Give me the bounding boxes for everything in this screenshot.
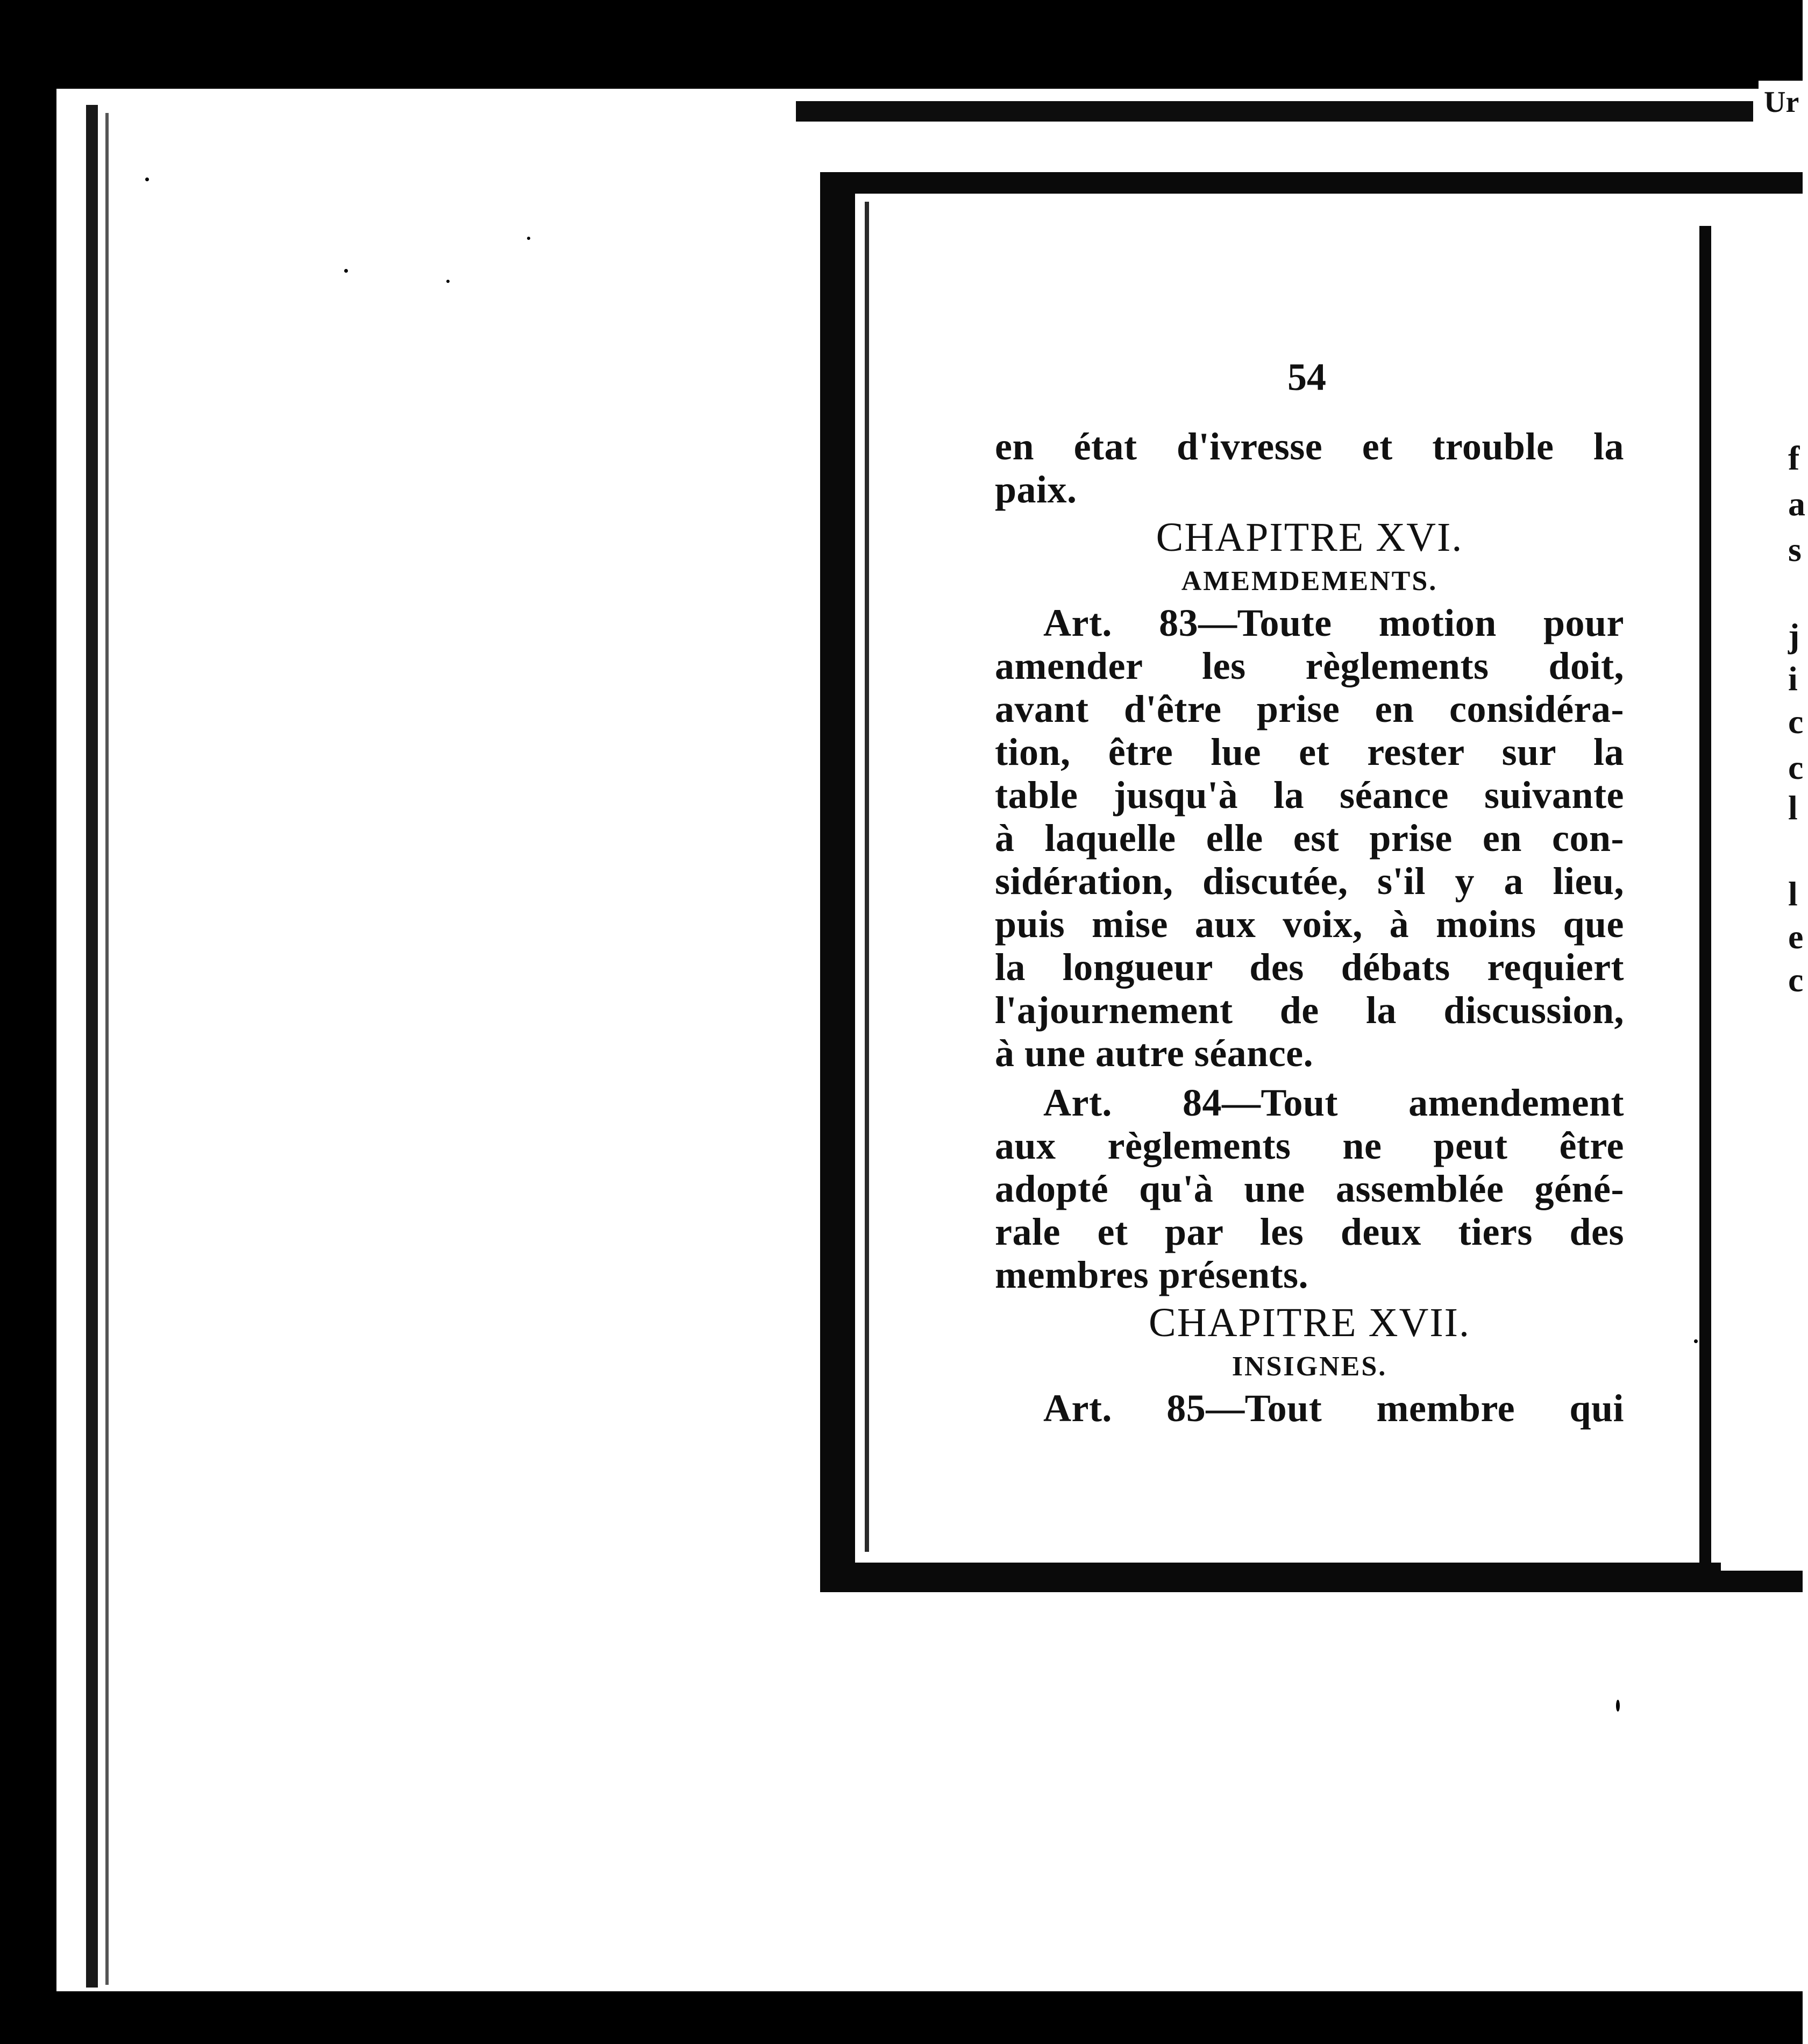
corner-label: Ur bbox=[1759, 81, 1808, 124]
facing-page-letter: c bbox=[1788, 702, 1804, 741]
facing-page-letter: j bbox=[1788, 616, 1800, 655]
section-title: AMEMDEMENTS. bbox=[1181, 566, 1438, 597]
article-line: rale et par les deux tiers des bbox=[995, 1210, 1624, 1253]
facing-page-letter: c bbox=[1788, 748, 1804, 786]
facing-page-letter: l bbox=[1788, 875, 1798, 913]
article-line: puis mise aux voix, à moins que bbox=[995, 903, 1624, 946]
scan-speck bbox=[1694, 1339, 1698, 1343]
scan-speck bbox=[446, 280, 450, 283]
article-line: l'ajournement de la discussion, bbox=[995, 989, 1624, 1032]
article-line: sidération, discutée, s'il y a lieu, bbox=[995, 860, 1624, 903]
scan-border-bottom bbox=[0, 1991, 1803, 2044]
facing-page-letter: c bbox=[1788, 961, 1804, 999]
scan-speck bbox=[527, 237, 530, 240]
article-line: Art. 84—Tout amendement bbox=[1043, 1081, 1624, 1124]
scan-speck bbox=[1616, 1700, 1620, 1712]
article-line: Art. 85—Tout membre qui bbox=[1043, 1387, 1624, 1430]
section-title: INSIGNES. bbox=[1232, 1351, 1387, 1382]
article-line: membres présents. bbox=[995, 1253, 1309, 1296]
facing-page-letter: f bbox=[1788, 439, 1800, 477]
facing-page-letter: e bbox=[1788, 918, 1804, 956]
page-number: 54 bbox=[1287, 356, 1326, 399]
scan-speck bbox=[145, 178, 149, 181]
article-line: à une autre séance. bbox=[995, 1032, 1314, 1075]
chapter-title: CHAPITRE XVI. bbox=[1156, 515, 1463, 560]
article-line: la longueur des débats requiert bbox=[995, 946, 1624, 989]
top-rule bbox=[796, 101, 1753, 122]
article-line: Art. 83—Toute motion pour bbox=[1043, 601, 1624, 644]
scan-speck bbox=[344, 269, 348, 273]
sheet-left-edge-shadow bbox=[105, 113, 109, 1985]
text-line: paix. bbox=[995, 468, 1077, 511]
chapter-title: CHAPITRE XVII. bbox=[1149, 1300, 1470, 1345]
sheet-left-edge bbox=[86, 105, 98, 1988]
page-inner-rule bbox=[865, 202, 869, 1552]
article-line: avant d'être prise en considéra- bbox=[995, 687, 1624, 730]
article-line: table jusqu'à la séance suivante bbox=[995, 773, 1624, 817]
page-gutter-bar bbox=[1699, 226, 1711, 1581]
article-line: adopté qu'à une assemblée géné- bbox=[995, 1167, 1624, 1210]
scan-border-left bbox=[0, 0, 56, 2044]
scan-border-top bbox=[0, 0, 1803, 89]
article-line: tion, être lue et rester sur la bbox=[995, 730, 1624, 773]
article-line: à laquelle elle est prise en con- bbox=[995, 817, 1624, 860]
facing-page-letter: i bbox=[1788, 659, 1798, 698]
scan-speck bbox=[43, 473, 51, 479]
facing-page-letter: a bbox=[1788, 485, 1805, 523]
article-line: amender les règlements doit, bbox=[995, 644, 1624, 687]
article-line: aux règlements ne peut être bbox=[995, 1124, 1624, 1167]
facing-page-letter: s bbox=[1788, 530, 1802, 569]
text-line: en état d'ivresse et trouble la bbox=[995, 425, 1624, 468]
page-text bbox=[995, 425, 1624, 1430]
scan-speck bbox=[670, 11, 676, 17]
facing-page-letter: l bbox=[1788, 789, 1798, 827]
